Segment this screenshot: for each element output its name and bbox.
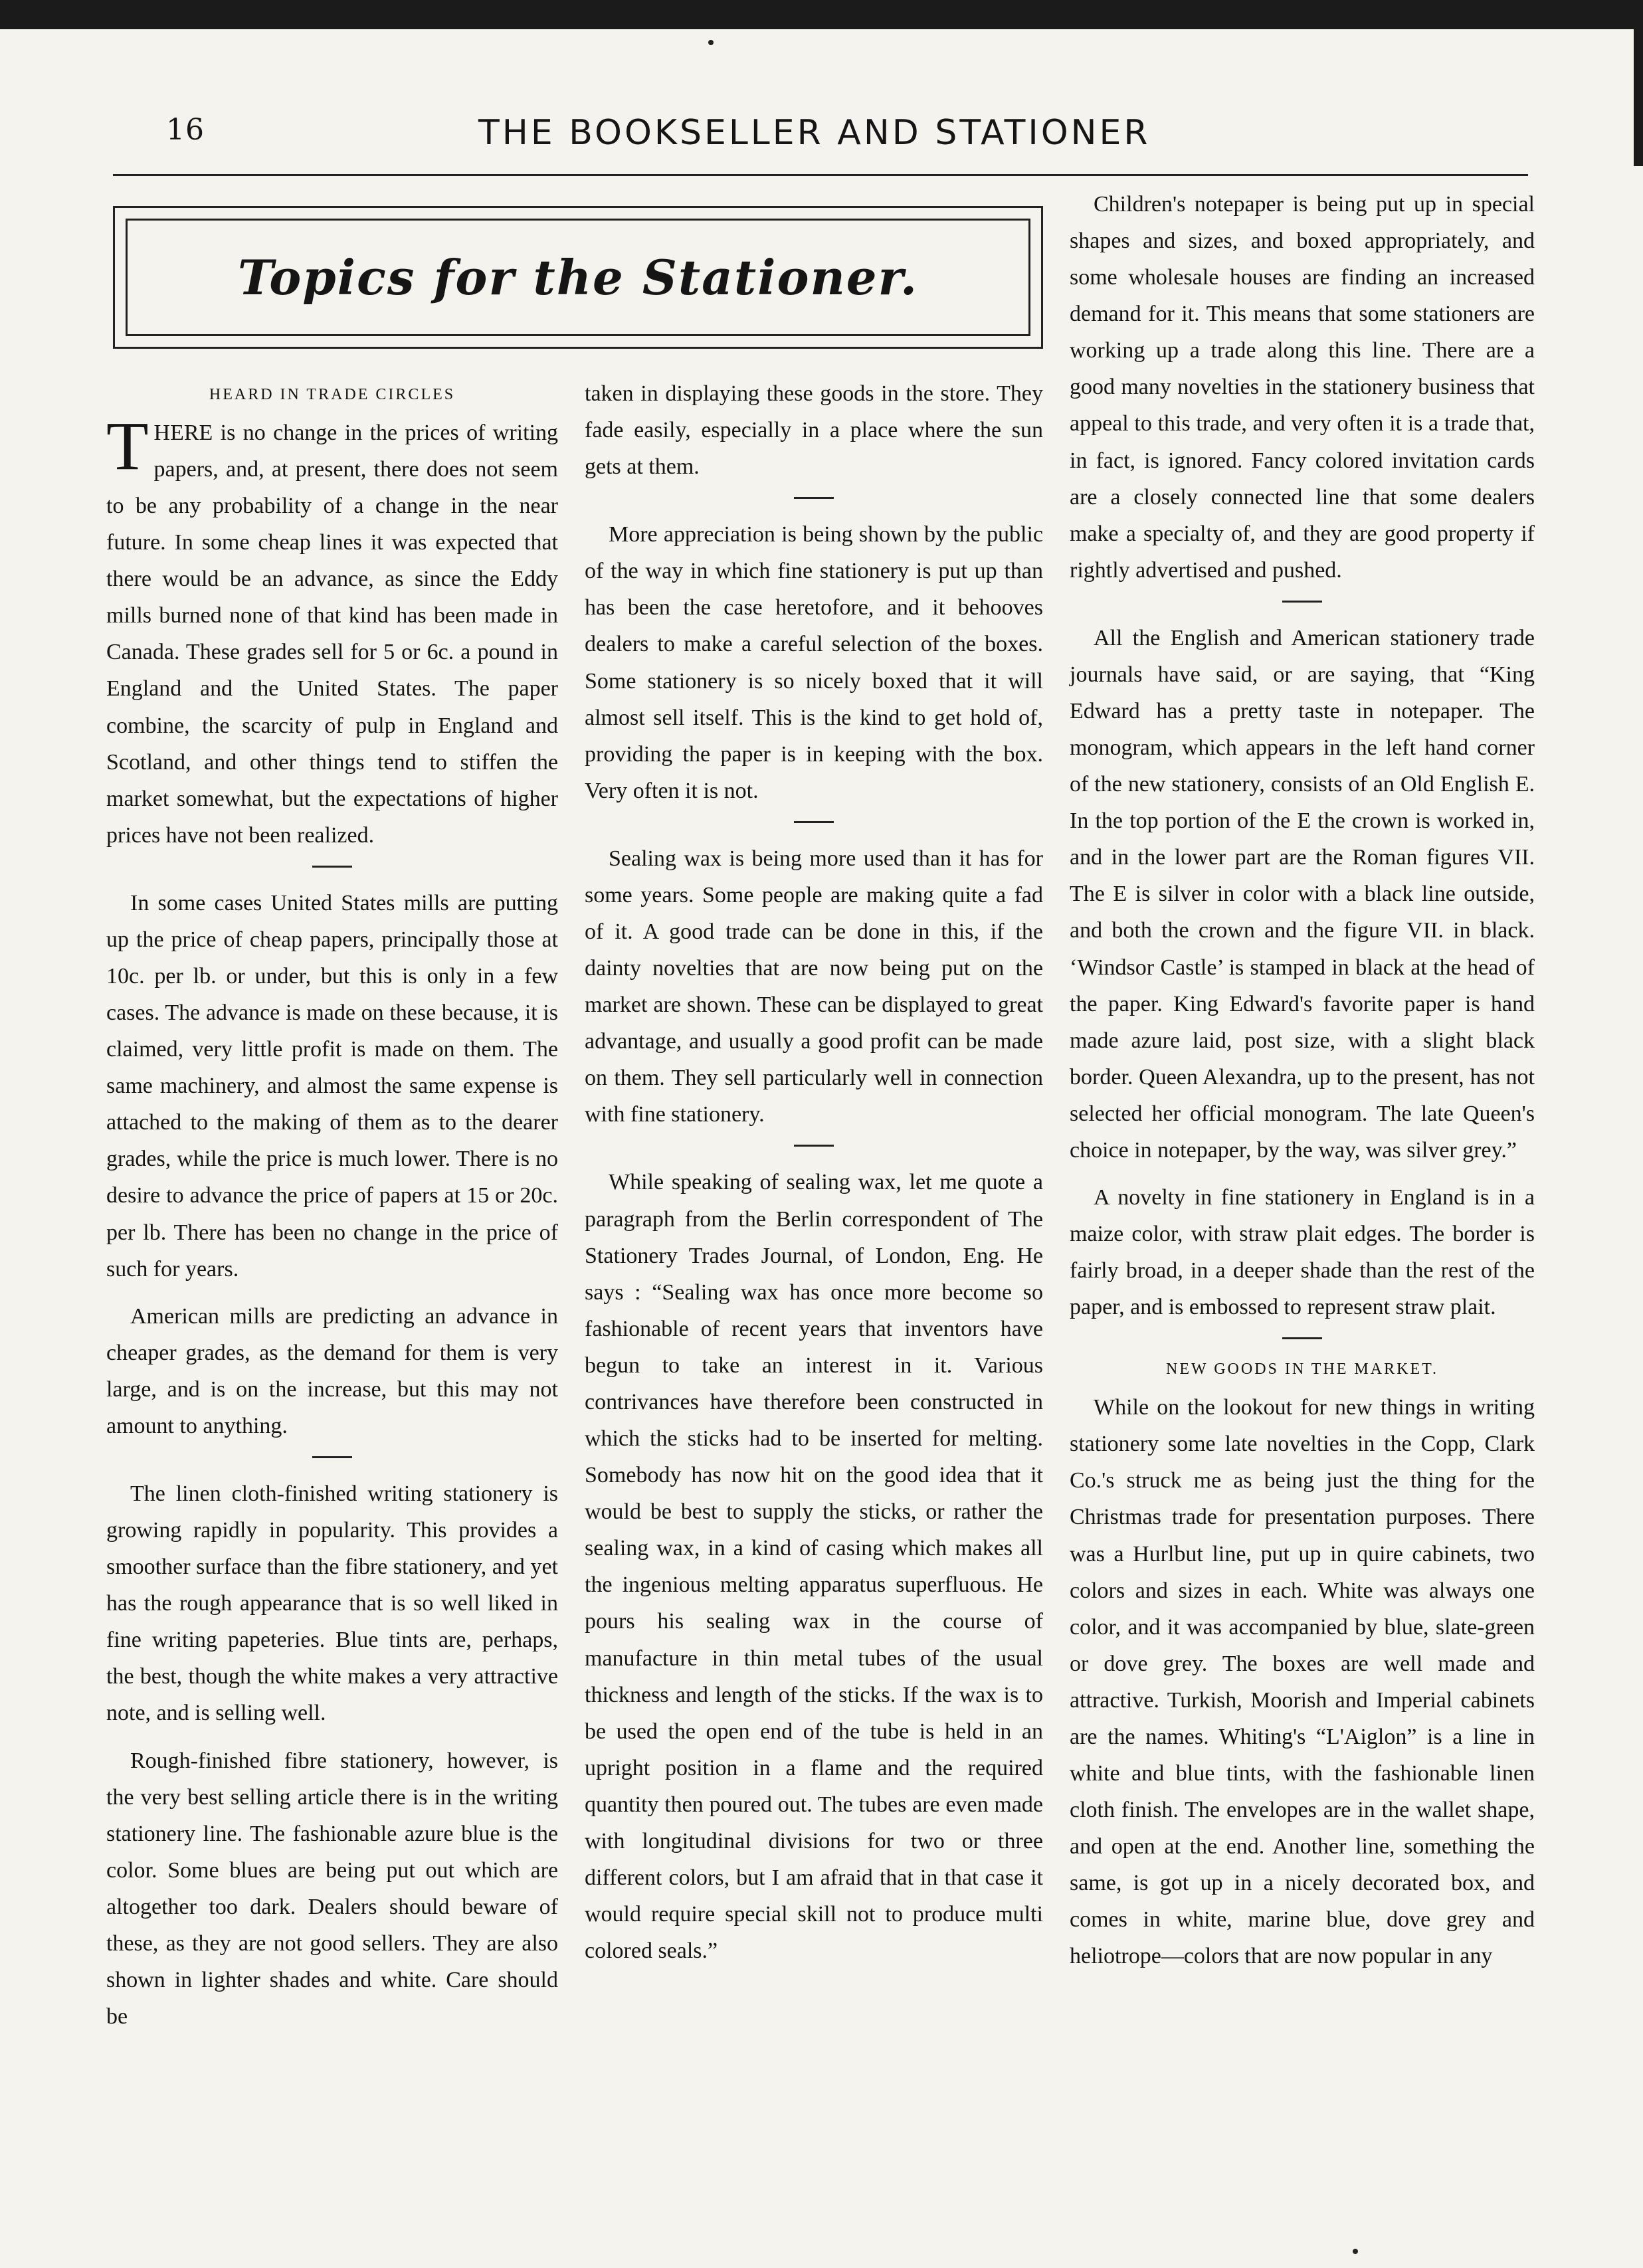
section-divider [794,821,834,823]
section-divider [312,1456,352,1458]
section-divider [794,497,834,499]
section-title: Topics for the Stationer. [237,249,919,306]
paragraph: taken in displaying these goods in the store. They fade easily, especially in a place where the sun gets at them. [585,381,1043,480]
subhead-new-goods: NEW GOODS IN THE MARKET. [1166,1361,1438,1378]
scan-right-edge [1634,0,1643,166]
paragraph: While on the lookout for new things in writing stationery some late novelties in the Copp, Clark Co.'s struck me as being just the thing for the Christmas trade for presentation purposes. There was a Hurlbut line, put up in quire cabinets, two colors and sizes in each. White was always one color, and it was accompanied by blue, slate-green or dove grey. The boxes are well made and attractive. Turkish, Moorish and Imperial cabinets are the names. Whiting's “L'Aiglon” is a line in white and blue tints, with the fashionable linen cloth finish. The envelopes are in the wallet shape, and open at the end. Another line, something the same, is got up in a nicely decorated box, and comes in white, marine blue, dove grey and heliotrope—colors that are now popular in any [1070,1395,1535,1969]
scan-top-border [0,0,1643,29]
paragraph: American mills are predicting an advance in cheaper grades, as the demand for them is very large, and is on the increase, but this may not amount to anything. [106,1303,558,1438]
section-title-box [113,206,1043,349]
paragraph: While speaking of sealing wax, let me quote a paragraph from the Berlin correspondent of The Stationery Trades Journal, of London, Eng. He says : “Sealing wax has once more become so fashionable of recent years that inventors have begun to take an interest in it. Various contrivances have therefore been constructed in which the sticks had to be inserted for melting. Somebody has now hit on the good idea that it would be best to supply the sticks, or rather the sealing wax, in a kind of casing which makes all the ingenious melting apparatus superfluous. He pours his sealing wax in the course of manufacture in thin metal tubes of the usual thickness and length of the sticks. If the wax is to be used the open end of the tube is held in an upright position in a flame and the required quantity then poured out. The tubes are even made with longitudinal divisions for two or three different colors, but I am afraid that in that case it would require special skill not to produce multi colored seals.” [585,1170,1043,1964]
paragraph: More appreciation is being shown by the public of the way in which fine stationery is put up than has been the case heretofore, and it behooves dealers to make a careful selection of the boxes. Some stationery is so nicely boxed that it will almost sell itself. This is the kind to get hold of, providing the paper is in keeping with the box. Very often it is not. [585,522,1043,803]
paragraph: The linen cloth-finished writing stationery is growing rapidly in popularity. This provides a smoother surface than the fibre stationery, and yet has the rough appearance that is so well liked in fine writing papeteries. Blue tints are, perhaps, the best, though the white makes a very attractive note, and is selling well. [106,1481,558,1726]
subhead-trade-circles: HEARD IN TRADE CIRCLES [209,386,456,403]
ink-speck [708,40,714,45]
paragraph: All the English and American stationery trade journals have said, or are saying, that “King Edward has a pretty taste in notepaper. The monogram, which appears in the left hand corner of the new stationery, consists of an Old English E. In the top portion of the E the crown is worked in, and in the lower part are the Roman figures VII. The E is silver in color with a black line outside, and both the crown and the figure VII. in black. ‘Windsor Castle’ is stamped in black at the head of the paper. King Edward's favorite paper is hand made azure laid, post size, with a slight black border. Queen Alexandra, up to the present, has not selected her official monogram. The late Queen's choice in notepaper, by the way, was silver grey.” [1070,625,1535,1163]
paragraph [106,407,558,854]
paragraph: Rough-finished fibre stationery, however, is the very best selling article there is in the writing stationery line. The fashionable azure blue is the color. Some blues are being put out which are altogether too dark. Dealers should beware of these, as they are not good sellers. They are also shown in lighter shades and white. Care should be [106,1748,558,2030]
paragraph: Sealing wax is being more used than it has for some years. Some people are making quite a fad of it. A good trade can be done in this, if the dainty novelties that are now being put on the market are shown. These can be displayed to great advantage, and usually a good profit can be made on them. They sell particularly well in connection with fine stationery. [585,846,1043,1127]
column-3 [1070,186,1535,1985]
section-divider [312,866,352,868]
column-1 [106,382,558,2045]
page-number: 16 [166,113,205,147]
column-2 [585,375,1043,1980]
section-divider [1282,1337,1322,1339]
paragraph: In some cases United States mills are putting up the price of cheap papers, principally those at 10c. per lb. or under, but this is only in a few cases. The advance is made on these because, it is claimed, very little profit is made on them. The same machinery, and almost the same expense is attached to the making of them as to the dearer grades, while the price is much lower. There is no desire to advance the price of papers at 15 or 20c. per lb. There has been no change in the price of such for years. [106,890,558,1281]
section-divider [794,1145,834,1147]
section-title-inner-frame [126,219,1030,336]
paragraph: Children's notepaper is being put up in special shapes and sizes, and boxed appropriately, and some wholesale houses are finding an increased demand for it. This means that some stationers are working up a trade along this line. There are a good many novelties in the stationery business that appeal to this trade, and very often it is a trade that, in fact, is ignored. Fancy colored invitation cards are a closely connected line that some dealers make a specialty of, and they are good property if rightly advertised and pushed. [1070,192,1535,583]
paragraph: A novelty in fine stationery in England is in a maize color, with straw plait edges. The border is fairly broad, in a deeper shade than the rest of the paper, and is embossed to represent straw plait. [1070,1185,1535,1320]
paragraph-text: HERE is no change in the prices of writing papers, and, at present, there does not seem to be any probability of a change in the near future. In some cheap lines it was expected that there would be an advance, as since the Eddy mills burned none of that kind has been made in Canada. These grades sell for 5 or 6c. a pound in England and the United States. The paper combine, the scarcity of pulp in England and Scotland, and other things tend to stiffen the market somewhat, but the expectations of higher prices have not been realized. [106,420,558,848]
section-divider [1282,601,1322,603]
drop-cap: T [106,407,149,484]
running-title: THE BOOKSELLER AND STATIONER [478,113,1151,153]
ink-speck [1353,2249,1358,2254]
header-rule [113,174,1528,176]
